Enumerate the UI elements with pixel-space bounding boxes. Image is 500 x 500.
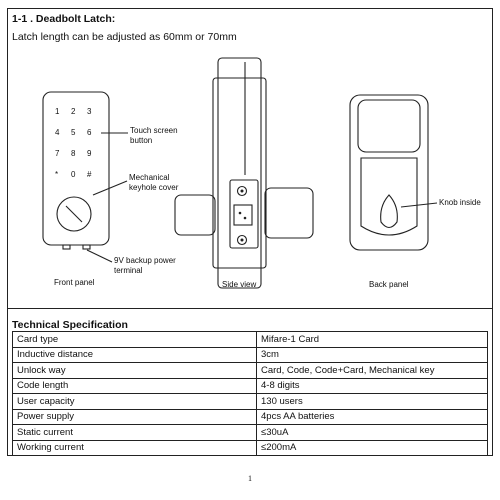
spec-key: Inductive distance <box>13 347 257 363</box>
table-row <box>13 440 488 456</box>
back-battery-cover <box>358 100 420 152</box>
key-2[interactable]: 2 <box>71 107 76 116</box>
key-6[interactable]: 6 <box>87 128 92 137</box>
spec-value: Card, Code, Code+Card, Mechanical key <box>257 363 488 379</box>
spec-key: Code length <box>13 378 257 394</box>
knob-icon <box>381 195 398 228</box>
front-panel-label: Front panel <box>54 278 95 287</box>
spec-value: 4pcs AA batteries <box>257 409 488 425</box>
spec-value: ≤200mA <box>257 440 488 456</box>
spec-key: Unlock way <box>13 363 257 379</box>
callout-backup-power: 9V backup power terminal <box>114 256 176 275</box>
key-hash[interactable]: # <box>87 170 92 179</box>
spec-value: ≤30uA <box>257 425 488 441</box>
table-row <box>13 394 488 410</box>
key-8[interactable]: 8 <box>71 149 76 158</box>
table-row <box>13 378 488 394</box>
key-7[interactable]: 7 <box>55 149 60 158</box>
side-view-label: Side view <box>222 280 257 289</box>
table-row <box>13 347 488 363</box>
backup-terminal-left <box>63 245 70 249</box>
keyhole-slot <box>66 206 82 222</box>
section-divider <box>7 308 493 309</box>
callout-knob: Knob inside <box>439 198 481 207</box>
spec-table <box>12 331 488 456</box>
keypad <box>55 107 103 179</box>
spec-key: Static current <box>13 425 257 441</box>
key-9[interactable]: 9 <box>87 149 92 158</box>
table-row <box>13 425 488 441</box>
spec-title: Technical Specification <box>12 319 128 331</box>
key-0[interactable]: 0 <box>71 170 76 179</box>
back-lower-cover <box>361 158 417 235</box>
key-3[interactable]: 3 <box>87 107 92 116</box>
callout-keyhole-cover: Mechanical keyhole cover <box>129 173 179 192</box>
key-5[interactable]: 5 <box>71 128 76 137</box>
spec-value: 130 users <box>257 394 488 410</box>
key-1[interactable]: 1 <box>55 107 60 116</box>
section-title: 1-1 . Deadbolt Latch: <box>12 13 116 25</box>
table-row <box>13 332 488 348</box>
callout-touch-screen: Touch screen button <box>130 126 178 145</box>
side-left-latch <box>175 195 215 235</box>
spec-value: 3cm <box>257 347 488 363</box>
side-bolt-face <box>234 205 252 225</box>
side-right-latch <box>265 188 313 238</box>
section-subtitle: Latch length can be adjusted as 60mm or 70mm <box>12 31 237 43</box>
back-panel-label: Back panel <box>369 280 409 289</box>
spec-key: Card type <box>13 332 257 348</box>
key-star[interactable]: * <box>55 170 59 179</box>
backup-terminal-right <box>83 245 90 249</box>
side-outer-body <box>218 58 261 288</box>
key-4[interactable]: 4 <box>55 128 60 137</box>
spec-value: Mifare-1 Card <box>257 332 488 348</box>
spec-key: Working current <box>13 440 257 456</box>
spec-value: 4-8 digits <box>257 378 488 394</box>
page-number: 1 <box>248 474 252 483</box>
table-row <box>13 409 488 425</box>
spec-key: User capacity <box>13 394 257 410</box>
spec-key: Power supply <box>13 409 257 425</box>
table-row <box>13 363 488 379</box>
